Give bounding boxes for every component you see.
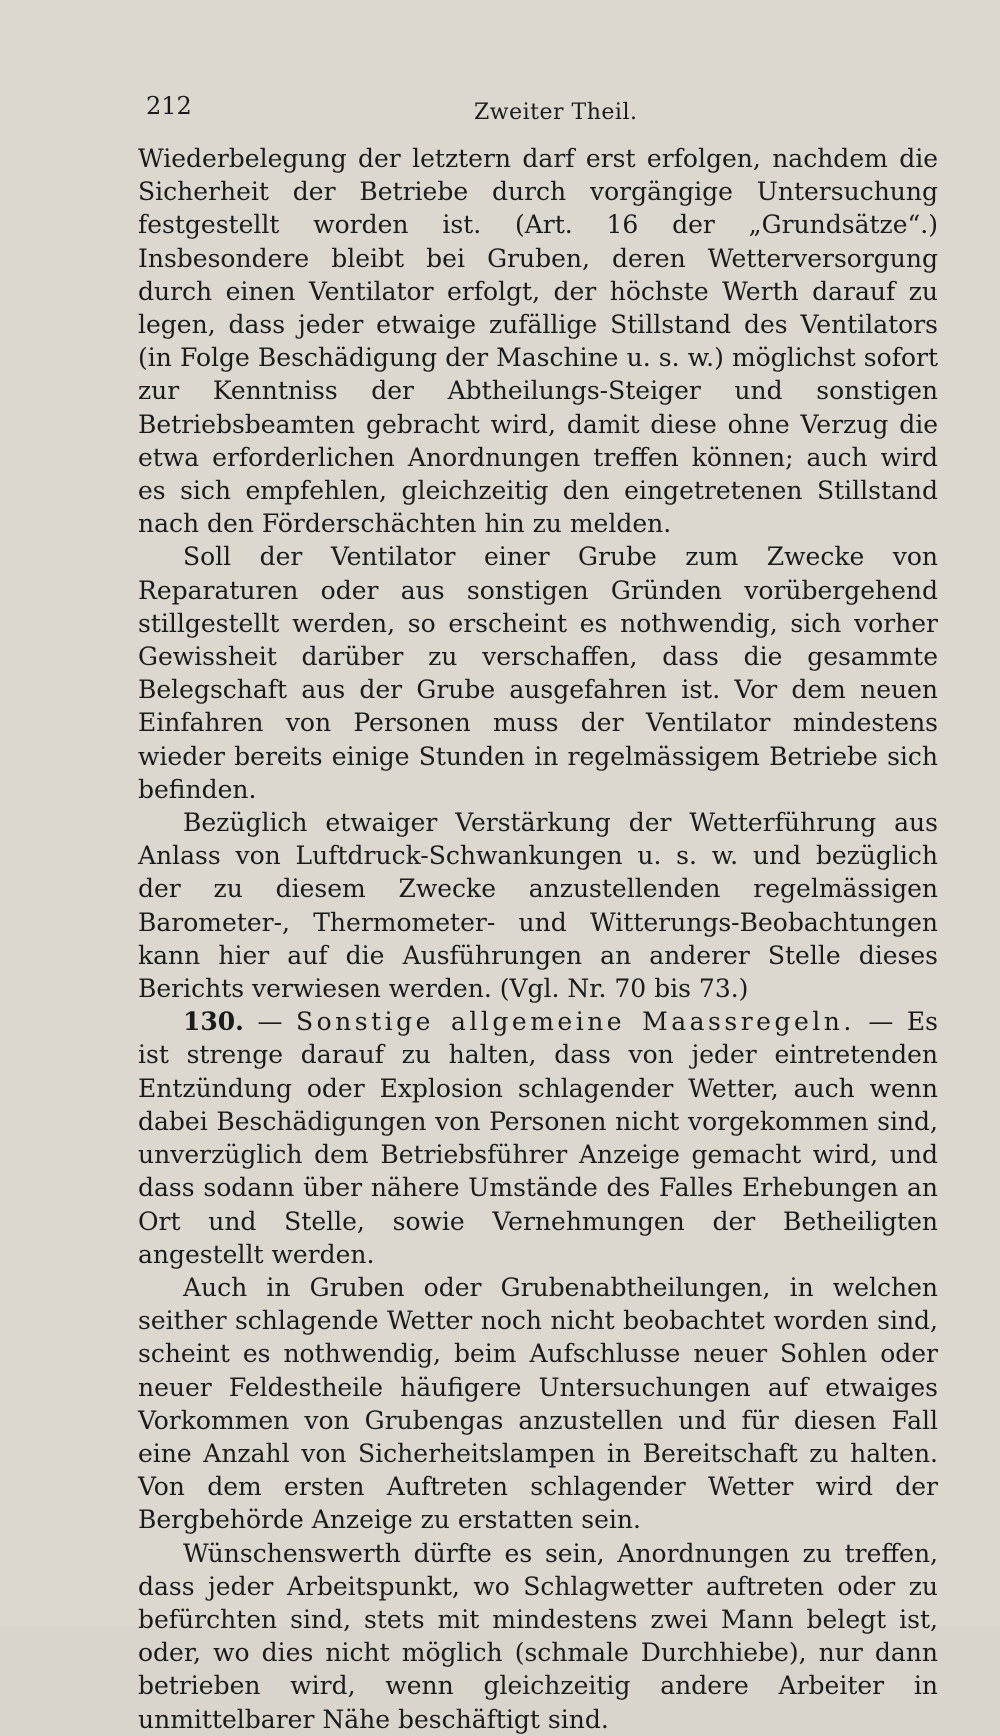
body-text [138,142,938,1736]
section-text: — Es ist strenge darauf zu halten, dass von jeder eintretenden Entzündung oder Explosion schlagender Wetter, auch wenn dabei Beschädigungen von Personen nicht vorgekommen sind, unverzüglich dem Betriebsführer Anzeige gemacht wird, und dass sodann über nähere Umstände des Falles Erhebungen an Ort und Stelle, sowie Vernehmungen der Betheiligten angestellt werden. [138,1007,938,1269]
paragraph-4 [138,1005,938,1271]
section-dash: — [243,1007,296,1037]
section-heading: Sonstige allgemeine Maassregeln. [296,1007,855,1037]
paragraph-5: Auch in Gruben oder Grubenabtheilungen, in welchen seither schlagende Wetter noch nicht beobachtet worden sind, scheint es nothwendig, beim Aufschlusse neuer Sohlen oder neuer Feldestheile häufigere Untersuchungen auf etwaiges Vorkommen von Grubengas anzustellen und für diesen Fall eine Anzahl von Sicherheitslampen in Bereitschaft zu halten. Von dem ersten Auftreten schlagender Wetter wird der Bergbehörde Anzeige zu erstatten sein. [138,1272,938,1535]
section-number: 130. [183,1007,244,1037]
page-header [146,92,926,128]
paragraph-6: Wünschenswerth dürfte es sein, Anordnungen zu treffen, dass jeder Arbeitspunkt, wo Schlagwetter auftreten oder zu befürchten sind, stets mit mindestens zwei Mann belegt ist, oder, wo dies nicht möglich (schmale Durchhiebe), nur dann betrieben wird, wenn gleichzeitig andere Arbeiter in unmittelbarer Nähe beschäftigt sind. [138,1538,938,1734]
paragraph-2: Soll der Ventilator einer Grube zum Zwecke von Reparaturen oder aus sonstigen Gründen vorübergehend stillgestellt werden, so erscheint es nothwendig, sich vorher Gewissheit darüber zu verschaffen, dass die gesammte Belegschaft aus der Grube ausgefahren ist. Vor dem neuen Einfahren von Personen muss der Ventilator mindestens wieder bereits einige Stunden in regelmässigem Betriebe sich befinden. [138,542,938,804]
paragraph-3: Bezüglich etwaiger Verstärkung der Wetterführung aus Anlass von Luftdruck-Schwankungen u. s. w. und bezüglich der zu diesem Zwecke anzustellenden regelmässigen Barometer-, Thermometer- und Witterungs-Beobachtungen kann hier auf die Ausführungen an anderer Stelle dieses Berichts verwiesen werden. (Vgl. Nr. 70 bis 73.) [138,808,938,1004]
page-number: 212 [146,92,192,120]
paragraph-1: Wiederbelegung der letztern darf erst erfolgen, nachdem die Sicherheit der Betriebe durch vorgängige Untersuchung festgestellt worden ist. (Art. 16 der „Grundsätze“.) Insbesondere bleibt bei Gruben, deren Wetterversorgung durch einen Ventilator erfolgt, der höchste Werth darauf zu legen, dass jeder etwaige zufällige Stillstand des Ventilators (in Folge Beschädigung der Maschine u. s. w.) möglichst sofort zur Kenntniss der Abtheilungs-Steiger und sonstigen Betriebsbeamten gebracht wird, damit diese ohne Verzug die etwa erforderlichen Anordnungen treffen können; auch wird es sich empfehlen, gleichzeitig den eingetretenen Stillstand nach den Förderschächten hin zu melden. [138,144,938,539]
running-head: Zweiter Theil. [474,100,638,125]
